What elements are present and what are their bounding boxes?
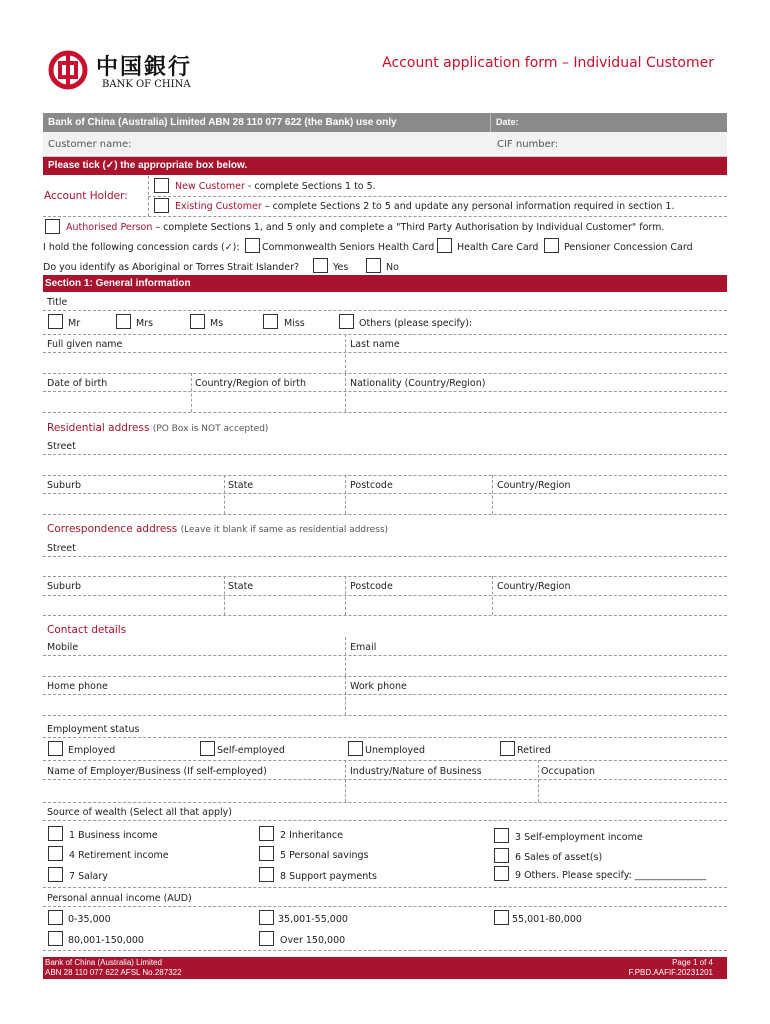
income-2-checkbox[interactable]	[259, 910, 274, 925]
authorised-person-checkbox[interactable]	[45, 219, 60, 234]
new-customer-label	[175, 181, 376, 192]
cor-country-input[interactable]	[494, 596, 726, 614]
logo-chinese: 中国銀行	[96, 54, 193, 80]
footer-page: Page 1 of 4	[672, 958, 713, 967]
divider	[345, 760, 346, 802]
divider	[43, 887, 727, 888]
wealth-1-checkbox[interactable]	[48, 826, 63, 841]
income-1-label: 0-35,000	[68, 914, 111, 925]
title-mr-label: Mr	[68, 318, 81, 329]
occupation-label: Occupation	[541, 766, 595, 777]
bank-logo	[48, 50, 208, 94]
title-miss-label: Miss	[284, 318, 305, 329]
divider	[43, 310, 727, 311]
aboriginal-label: Do you identify as Aboriginal or Torres Strait Islander?	[43, 262, 300, 273]
cor-state-label: State	[228, 581, 254, 592]
self-employed-label: Self-employed	[217, 745, 285, 756]
income-3-checkbox[interactable]	[494, 910, 509, 925]
correspondence-note: (Leave it blank if same as residential address)	[180, 525, 389, 535]
wealth-3-checkbox[interactable]	[494, 828, 509, 843]
divider	[43, 820, 727, 821]
income-2-label: 35,001-55,000	[278, 914, 348, 925]
title-ms-checkbox[interactable]	[190, 314, 205, 329]
divider	[224, 475, 225, 514]
wealth-label: Source of wealth (Select all that apply)	[47, 807, 232, 818]
divider	[345, 637, 346, 676]
concession-pensioner-label: Pensioner Concession Card	[564, 242, 693, 253]
income-4-checkbox[interactable]	[48, 931, 63, 946]
divider	[345, 334, 346, 373]
res-country-label: Country/Region	[497, 480, 571, 491]
existing-customer-title: Existing Customer	[175, 201, 262, 212]
footer-form-code: F.PBD.AAFIF.20231201	[628, 968, 713, 977]
divider	[345, 676, 346, 715]
contact-title: Contact details	[47, 624, 127, 636]
dob-label: Date of birth	[47, 378, 108, 389]
work-phone-label: Work phone	[350, 681, 407, 692]
wealth-4-checkbox[interactable]	[48, 846, 63, 861]
title-miss-checkbox[interactable]	[263, 314, 278, 329]
logo-english: BANK OF CHINA	[102, 79, 191, 90]
wealth-1-label: 1 Business income	[69, 830, 158, 841]
authorised-person-title: Authorised Person	[66, 222, 153, 233]
res-country-input[interactable]	[494, 494, 726, 513]
wealth-3-label: 3 Self-employment income	[515, 832, 643, 843]
title-ms-label: Ms	[210, 318, 224, 329]
employed-label: Employed	[68, 745, 116, 756]
residential-heading	[47, 422, 268, 434]
country-birth-label: Country/Region of birth	[195, 378, 306, 389]
wealth-6-label: 6 Sales of asset(s)	[515, 852, 603, 863]
cor-street-input[interactable]	[44, 557, 726, 576]
section1-title: Section 1: General information	[45, 278, 191, 289]
employment-label: Employment status	[47, 724, 140, 735]
retired-checkbox[interactable]	[500, 741, 515, 756]
wealth-8-checkbox[interactable]	[259, 867, 274, 882]
divider	[43, 802, 727, 803]
income-label: Personal annual income (AUD)	[47, 893, 192, 904]
concession-healthcare-label: Health Care Card	[457, 242, 539, 253]
full-given-name-label: Full given name	[47, 339, 123, 350]
industry-input[interactable]	[347, 780, 537, 801]
income-5-checkbox[interactable]	[259, 931, 274, 946]
divider	[43, 514, 727, 515]
aboriginal-no-label: No	[386, 262, 399, 273]
divider	[43, 576, 727, 577]
footer-bank-name: Bank of China (Australia) Limited	[45, 958, 162, 967]
aboriginal-yes-label: Yes	[333, 262, 349, 273]
divider	[492, 475, 493, 514]
divider	[43, 676, 727, 677]
divider	[43, 906, 727, 907]
res-street-input[interactable]	[44, 455, 726, 474]
cor-street-label: Street	[47, 543, 76, 554]
res-state-label: State	[228, 480, 254, 491]
res-postcode-input[interactable]	[347, 494, 491, 513]
last-name-label: Last name	[350, 339, 400, 350]
cor-country-label: Country/Region	[497, 581, 571, 592]
divider	[345, 475, 346, 514]
concession-healthcare-checkbox[interactable]	[437, 238, 452, 253]
home-phone-label: Home phone	[47, 681, 108, 692]
occupation-input[interactable]	[540, 780, 726, 801]
divider	[43, 737, 727, 738]
employer-label: Name of Employer/Business (If self-employed)	[47, 766, 267, 777]
correspondence-title: Correspondence address	[47, 523, 178, 535]
title-others-label: Others (please specify):	[359, 318, 473, 329]
account-holder-label: Account Holder:	[44, 190, 128, 202]
divider	[345, 373, 346, 412]
country-birth-input[interactable]	[193, 392, 344, 411]
residential-note: (PO Box is NOT accepted)	[152, 424, 269, 434]
cor-suburb-label: Suburb	[47, 581, 82, 592]
existing-customer-label	[175, 201, 675, 212]
wealth-9-label: 9 Others. Please specify: _______________	[515, 870, 707, 881]
nationality-label: Nationality (Country/Region)	[350, 378, 486, 389]
divider	[43, 373, 727, 374]
divider	[43, 412, 727, 413]
cor-postcode-input[interactable]	[347, 596, 491, 614]
bank-use-title: Bank of China (Australia) Limited ABN 28 110 077 622 (the Bank) use only	[48, 117, 397, 128]
mobile-label: Mobile	[47, 642, 79, 653]
income-5-label: Over 150,000	[280, 935, 346, 946]
title-mrs-label: Mrs	[136, 318, 154, 329]
last-name-input[interactable]	[347, 353, 726, 372]
title-mrs-checkbox[interactable]	[116, 314, 131, 329]
concession-seniors-checkbox[interactable]	[245, 238, 260, 253]
wealth-6-checkbox[interactable]	[494, 848, 509, 863]
form-title: Account application form – Individual Customer	[382, 55, 714, 71]
unemployed-checkbox[interactable]	[348, 741, 363, 756]
divider	[43, 760, 727, 761]
res-street-label: Street	[47, 441, 76, 452]
nationality-input[interactable]	[347, 392, 726, 411]
res-suburb-input[interactable]	[44, 494, 223, 513]
customer-name-row	[43, 132, 727, 157]
wealth-5-checkbox[interactable]	[259, 846, 274, 861]
mobile-input[interactable]	[44, 656, 344, 675]
new-customer-checkbox[interactable]	[154, 178, 169, 193]
income-4-label: 80,001-150,000	[68, 935, 144, 946]
cor-state-input[interactable]	[226, 596, 344, 614]
authorised-person-label	[66, 222, 664, 233]
tick-bar-text: Please tick (✓) the appropriate box below.	[48, 160, 248, 171]
divider	[43, 615, 727, 616]
retired-label: Retired	[517, 745, 551, 756]
concession-seniors-label: Commonwealth Seniors Health Card	[262, 242, 435, 253]
title-mr-checkbox[interactable]	[48, 314, 63, 329]
dob-input[interactable]	[44, 392, 190, 411]
concession-label: I hold the following concession cards (✓):	[43, 242, 240, 253]
divider	[43, 950, 727, 951]
home-phone-input[interactable]	[44, 695, 344, 714]
work-phone-input[interactable]	[347, 695, 726, 714]
divider	[148, 196, 727, 197]
wealth-4-label: 4 Retirement income	[69, 850, 169, 861]
res-state-input[interactable]	[226, 494, 344, 513]
self-employed-checkbox[interactable]	[200, 741, 215, 756]
residential-title: Residential address	[47, 422, 150, 434]
title-others-checkbox[interactable]	[339, 314, 354, 329]
email-label: Email	[350, 642, 377, 653]
authorised-person-desc: – complete Sections 1, and 5 only and complete a "Third Party Authorisation by Individual Customer" form.	[152, 222, 665, 233]
wealth-8-label: 8 Support payments	[280, 871, 377, 882]
wealth-2-checkbox[interactable]	[259, 826, 274, 841]
concession-pensioner-checkbox[interactable]	[544, 238, 559, 253]
date-label: Date:	[496, 117, 519, 127]
divider	[43, 715, 727, 716]
aboriginal-no-checkbox[interactable]	[366, 258, 381, 273]
wealth-2-label: 2 Inheritance	[280, 830, 343, 841]
wealth-7-checkbox[interactable]	[48, 867, 63, 882]
divider	[191, 373, 192, 412]
wealth-5-label: 5 Personal savings	[280, 850, 369, 861]
full-given-name-input[interactable]	[44, 353, 344, 372]
divider	[43, 216, 727, 217]
unemployed-label: Unemployed	[365, 745, 426, 756]
title-label: Title	[47, 297, 68, 308]
cif-label: CIF number:	[497, 139, 559, 150]
existing-customer-checkbox[interactable]	[154, 198, 169, 213]
res-postcode-label: Postcode	[350, 480, 393, 491]
income-3-label: 55,001-80,000	[512, 914, 582, 925]
res-suburb-label: Suburb	[47, 480, 82, 491]
email-input[interactable]	[347, 656, 726, 675]
new-customer-desc: - complete Sections 1 to 5.	[244, 181, 376, 192]
wealth-7-label: 7 Salary	[69, 871, 108, 882]
wealth-9-checkbox[interactable]	[494, 866, 509, 881]
divider	[43, 475, 727, 476]
cor-postcode-label: Postcode	[350, 581, 393, 592]
new-customer-title: New Customer	[175, 181, 245, 192]
divider	[43, 334, 727, 335]
existing-customer-desc: – complete Sections 2 to 5 and update any personal information required in section 1.	[261, 201, 675, 212]
income-1-checkbox[interactable]	[48, 910, 63, 925]
bank-logo-icon	[48, 50, 88, 90]
divider	[538, 760, 539, 802]
employed-checkbox[interactable]	[48, 741, 63, 756]
footer-abn: ABN 28 110 077 622 AFSL No.287322	[45, 968, 182, 977]
cor-suburb-input[interactable]	[44, 596, 223, 614]
industry-label: Industry/Nature of Business	[350, 766, 482, 777]
customer-name-label: Customer name:	[48, 139, 132, 150]
correspondence-heading	[47, 523, 388, 535]
aboriginal-yes-checkbox[interactable]	[313, 258, 328, 273]
employer-input[interactable]	[44, 780, 344, 801]
